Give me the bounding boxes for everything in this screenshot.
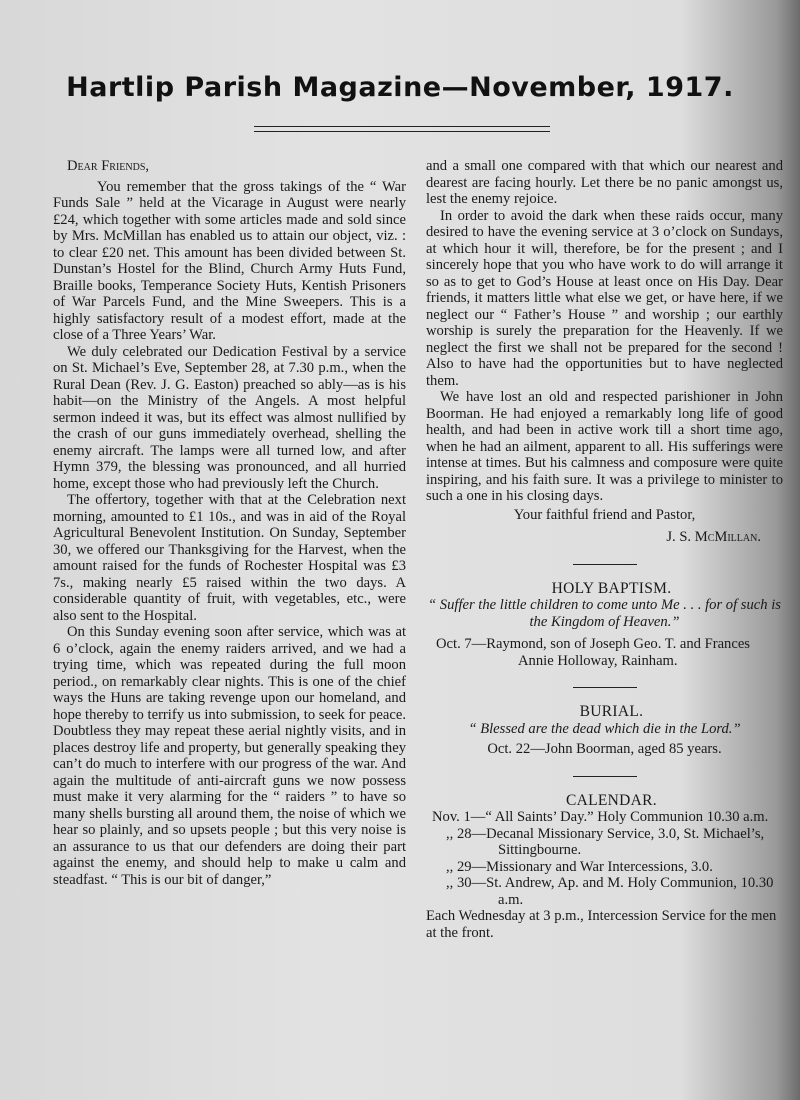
calendar-item: ,, 30—St. Andrew, Ap. and M. Holy Communion, 10.30 a.m.: [446, 875, 774, 908]
letter-paragraph: On this Sunday evening soon after service, which was at 6 o’clock, again the enemy raiders arrived, and we had a trying time, which was repeated during the full moon period., on remarkably clear nights. This is one of the chief ways the Huns are taking revenge upon our homeland, and hope thereby to terrify us into submission, to seek for peace. Doubtless they may repeat these aerial nightly visits, and in places destroy life and property, but generally speaking they can’t do much to interfere with our progress of the war. And again the multitude of anti-aircraft guns we now possess must make it very alarming for the “ raiders ” to have so many shells bursting all around them, the noise of which we hear so plainly, and so upsets people ; but this very noise is an assurance to us that our defenders are doing their part against the enemy, and should help to make u calm and steadfast. “ This is our bit of danger,”: [53, 624, 406, 888]
title-double-rule: [254, 126, 550, 134]
letter-signature: J. S. McMillan.: [666, 529, 761, 545]
rule-line: [254, 126, 550, 127]
letter-salutation: Dear Friends,: [67, 158, 150, 174]
calendar-heading: CALENDAR.: [566, 791, 657, 809]
letter-paragraph: We have lost an old and respected parishioner in John Boorman. He had enjoyed a remarkably long life of good health, and had been in active work till a short time ago, when he had an ailment, apparent to all. His sufferings were intense at times. But his calmness and composure were quite inspiring, and his faith sure. It was a privilege to minister to such a one in his closing days.: [426, 389, 783, 504]
section-divider: [573, 564, 637, 565]
burial-entry: Oct. 22—John Boorman, aged 85 years.: [487, 741, 722, 757]
letter-paragraph: The offertory, together with that at the Celebration next morning, amounted to £1 10s., and was in aid of the Royal Agricultural Benevolent Institution. On Sunday, September 30, we offered our Thanksgiving for the Harvest, when the amount raised for the funds of Rochester Hospital was £3 7s., making nearly £5 raised within the two days. A considerable quantity of fruit, with vegetables, etc., were also sent to the Hospital.: [53, 492, 406, 624]
left-column: [53, 158, 406, 888]
rule-line: [254, 131, 550, 132]
page-title: Hartlip Parish Magazine—November, 1917.: [66, 72, 734, 103]
burial-quote: “ Blessed are the dead which die in the Lord.”: [468, 720, 741, 737]
right-column: [426, 158, 783, 941]
baptism-heading: HOLY BAPTISM.: [551, 579, 672, 597]
letter-paragraph: You remember that the gross takings of the “ War Funds Sale ” held at the Vicarage in August were nearly £24, which together with some articles made and sold since by Mrs. McMillan has enabled us to attain our object, viz. : to clear £20 net. This amount has been divided between St. Dunstan’s Hostel for the Blind, Church Army Huts Fund, Braille books, Temperance Society Huts, Kentish Prisoners of War Parcels Fund, and the Mine Sweepers. This is a highly satisfactory result of a modest effort, made at the close of a Three Years’ War.: [53, 178, 406, 343]
letter-paragraph: In order to avoid the dark when these raids occur, many desired to have the evening service at 3 o’clock on Sundays, at which hour it will, therefore, be for the present ; and I sincerely hope that you who have work to do will arrange it so as to get to God’s House at least once on His Day. Dear friends, it matters little what else we get, or have here, if we neglect our “ Father’s House ” and worship ; our earthly worship is surely the preparation for the Heavenly. If we neglect the first we shall not be prepared for the second ! Also to have had the opportunities but to have neglected them.: [426, 207, 783, 389]
calendar-item: ,, 29—Missionary and War Intercessions, 3.0.: [446, 858, 713, 875]
letter-paragraph: and a small one compared with that which our nearest and dearest are facing hourly. Let there be no panic amongst us, lest the enemy rejoice.: [426, 158, 783, 207]
section-divider: [573, 776, 637, 777]
calendar-item: Nov. 1—“ All Saints’ Day.” Holy Communion 10.30 a.m.: [432, 809, 769, 825]
calendar-item: ,, 28—Decanal Missionary Service, 3.0, St. Michael’s, Sittingbourne.: [446, 825, 765, 858]
section-divider: [573, 687, 637, 688]
calendar-footer: Each Wednesday at 3 p.m., Intercession Service for the men at the front.: [426, 908, 777, 941]
letter-paragraph: We duly celebrated our Dedication Festival by a service on St. Michael’s Eve, September 28, at 7.30 p.m., when the Rural Dean (Rev. J. G. Easton) preached so ably—as is his habit—on the Ministry of the Angels. A most helpful sermon indeed it was, but its effect was almost nullified by the crash of our guns immediately overhead, shelling the enemy aircraft. The lamps were all turned low, and after Hymn 379, the blessing was pronounced, and all hurried home, except those who had previously left the Church.: [53, 343, 406, 492]
baptism-entry: Oct. 7—Raymond, son of Joseph Geo. T. and Frances Annie Holloway, Rainham.: [436, 636, 750, 669]
baptism-quote: “ Suffer the little children to come unto Me . . . for of such is the Kingdom of Heaven.”: [428, 597, 781, 630]
burial-heading: BURIAL.: [579, 703, 644, 720]
letter-closing: Your faithful friend and Pastor,: [513, 506, 696, 523]
